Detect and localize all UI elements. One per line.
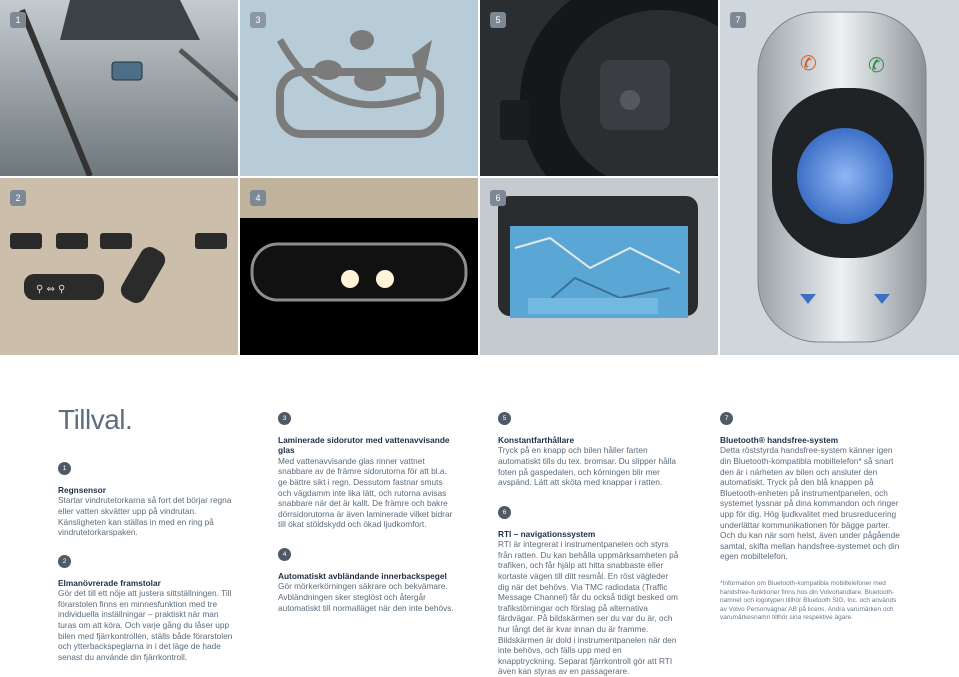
section-bluetooth-handsfree xyxy=(720,412,904,623)
photo-water-repellent xyxy=(240,0,478,176)
section-body: Med vattenavvisande glas rinner vattnet snabbare av de främre sidorutorna för att bl.a. ge bättre sikt i regn. Dessutom fastnar smuts och vägdamm inte lika lätt, och rutorna avisas snabbare när det är kallt. De främre och bakre dörrsidorutorna är även laminerade vilket bidrar till ökat stöldskydd och ökad ljudkomfort. xyxy=(278,455,453,530)
section-heading: Automatiskt avbländande innerbackspegel xyxy=(278,570,447,581)
photo-rain-sensor xyxy=(0,0,238,176)
tile-badge: 4 xyxy=(250,190,266,206)
section-heading: Regnsensor xyxy=(58,485,106,495)
section-body: Detta röststyrda handsfree-system känner igen din Bluetooth-kompatibla mobiltelefon* så snart den är i närheten av bilen och ansluter den automatiskt. Tryck på den blå knappen på Bluetooth-enheten på instrumentpanelen, och systemet lyssnar på dina kommandon och ringer upp för dig. Hög ljudkvalitet med brusreducering underlättar kommunikationen för bägge parter. Och du kan när som helst, även under pågående samtal, skifta mellan handsfree-systemet och din egen mobiltelefon. xyxy=(720,445,900,562)
section-heading: Laminerade sidorutor med vattenavvisande glas xyxy=(278,435,450,456)
section-laminerade-sidorutor xyxy=(278,412,458,530)
section-number: 7 xyxy=(720,412,733,425)
mirror-image xyxy=(240,178,478,355)
photo-power-seat xyxy=(0,178,238,355)
footnote: *Information om Bluetooth-kompatibla mobiltelefoner med handsfree-funktioner finns hos din Volvohandlare. Bluetooth-namnet och logotypen tillhör Bluetooth SIG, Inc. och används av Volvo Personvagnar AB på licens. Andra varumärken och varumärkesnamn tillhör sina respektive ägare. xyxy=(720,579,897,622)
tile-badge: 7 xyxy=(730,12,746,28)
section-number: 2 xyxy=(58,555,71,568)
svg-text:⚲ ⇔ ⚲: ⚲ ⇔ ⚲ xyxy=(36,284,66,295)
photo-bluetooth-unit xyxy=(720,0,959,355)
tile-badge: 3 xyxy=(250,12,266,28)
svg-text:✆: ✆ xyxy=(868,53,885,77)
section-rti-navigationssystem xyxy=(498,506,680,677)
seat-controls-image xyxy=(0,178,238,355)
column-2 xyxy=(278,412,458,613)
water-repellent-icon xyxy=(240,0,478,176)
section-konstantfarthallare xyxy=(498,412,680,488)
navigation-screen-image xyxy=(480,178,718,355)
section-elmanovrerade-framstolar xyxy=(58,555,238,663)
bluetooth-unit-image xyxy=(720,0,959,355)
tile-badge: 5 xyxy=(490,12,506,28)
section-regnsensor xyxy=(58,462,238,538)
section-number: 3 xyxy=(278,412,291,425)
section-number: 5 xyxy=(498,412,511,425)
steering-wheel-image xyxy=(480,0,718,176)
photo-rti-navigation xyxy=(480,178,718,355)
rain-sensor-image xyxy=(0,0,238,176)
section-heading: Elmanövrerade framstolar xyxy=(58,577,161,588)
section-number: 6 xyxy=(498,506,511,519)
column-4 xyxy=(720,412,904,623)
page-title: Tillval. xyxy=(58,404,133,435)
section-body: RTI är integrerat i instrumentpanelen och styrs från ratten. Du kan behålla uppmärksamheten på trafiken, och får hjälp att hitta snabbaste eller kortaste vägen till ditt resmål. En röst vägleder dig när det behövs. Via TMC radiodata (Traffic Message Channel) får du också tidigt besked om trafikstörningar och förslag på alternativa färdvägar. På bildskärmen ser du var du är, och hur långt det är kvar innan du är framme. Bildskärmen är dold i instrumentpanelen när den inte behövs, och fälls upp med en knapptryckning. Separat fjärrkontroll gör att RTI även kan styras av en passagerare. xyxy=(498,539,679,677)
svg-text:✆: ✆ xyxy=(800,51,817,75)
section-body: Tryck på en knapp och bilen håller farten automatiskt tills du tex. bromsar. Du slipper hålla foten på gaspedalen, och körningen blir mer avspänd. Lätt att sköta med knappar i ratten. xyxy=(498,445,676,488)
section-heading: RTI – navigationssystem xyxy=(498,528,596,539)
section-avblandande-backspegel xyxy=(278,548,458,613)
section-body: Gör mörkerkörningen säkrare och bekvämare. Avbländningen sker steglöst och återgår automatiskt till normalläget när den inte behövs. xyxy=(278,581,454,613)
tile-badge: 2 xyxy=(10,190,26,206)
section-body: Gör det till ett nöje att justera sittställningen. Till förarstolen finns en minnesfunktion med tre individuella inställningar – praktiskt när man turas om att köra. Och varje gång du låser upp bilen med fjärrkontrollen, ställs både förarstolen och ytterbackspeglarna in i det läge de hade senast du använde din fjärrkontroll. xyxy=(58,588,233,662)
section-number: 4 xyxy=(278,548,291,561)
tile-badge: 6 xyxy=(490,190,506,206)
section-body: Startar vindrutetorkarna så fort det börjar regna eller vatten skvätter upp på vindrutan. Känsligheten kan ställas in med en ring på vindrutetorkarspaken. xyxy=(58,495,232,538)
section-number: 1 xyxy=(58,462,71,475)
section-heading: Konstantfarthållare xyxy=(498,435,575,445)
column-1 xyxy=(58,462,238,662)
tile-badge: 1 xyxy=(10,12,26,28)
photo-cruise-control xyxy=(480,0,718,176)
photo-auto-dim-mirror xyxy=(240,178,478,355)
section-heading: Bluetooth® handsfree-system xyxy=(720,435,839,445)
column-3 xyxy=(498,412,680,677)
